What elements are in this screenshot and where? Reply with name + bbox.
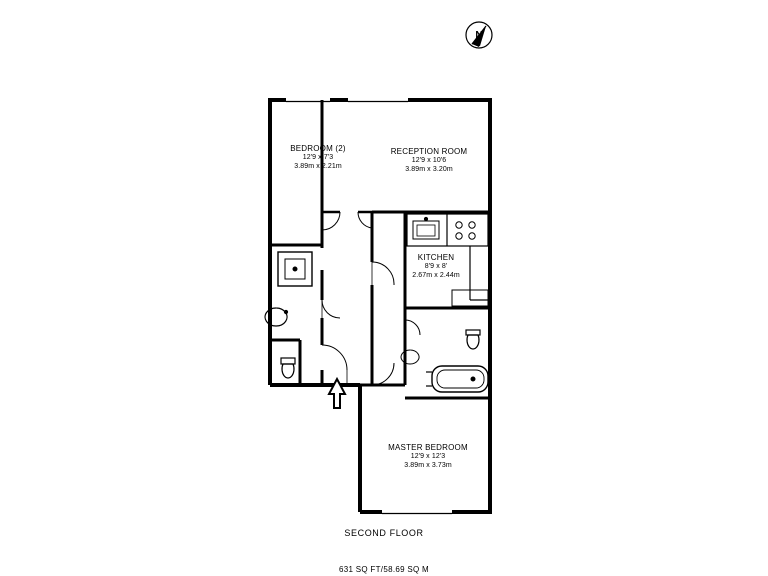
room-dimension-metric: 3.89m x 3.73m <box>404 461 452 469</box>
room-dimension-metric: 2.67m x 2.44m <box>412 271 460 279</box>
room-dimension-imperial: 12'9 x 7'3 <box>302 154 334 161</box>
room-name: BEDROOM (2) <box>290 144 346 153</box>
room-label-reception-room <box>391 147 468 175</box>
room-dimension-metric: 3.89m x 3.20m <box>405 165 453 173</box>
room-dimension-imperial: 12'9 x 10'6 <box>411 157 447 164</box>
room-name: MASTER BEDROOM <box>388 443 468 452</box>
floor-title: SECOND FLOOR <box>344 528 424 538</box>
north-arrow-icon <box>466 20 492 48</box>
bathroom-right-fixtures <box>401 330 488 392</box>
room-name: RECEPTION ROOM <box>390 147 468 156</box>
room-label-bedroom-2 <box>290 144 346 172</box>
bathroom-left-fixtures <box>265 252 312 378</box>
room-dimension-metric: 3.89m x 2.21m <box>294 162 342 170</box>
room-name: KITCHEN <box>417 253 455 262</box>
total-area-label: 631 SQ FT/58.69 SQ M <box>338 565 430 574</box>
room-dimension-imperial: 12'9 x 12'3 <box>410 453 446 460</box>
room-label-master-bedroom <box>388 443 468 471</box>
room-label-kitchen <box>412 253 460 281</box>
svg-text:N: N <box>475 30 483 41</box>
room-dimension-imperial: 8'9 x 8' <box>424 263 448 270</box>
